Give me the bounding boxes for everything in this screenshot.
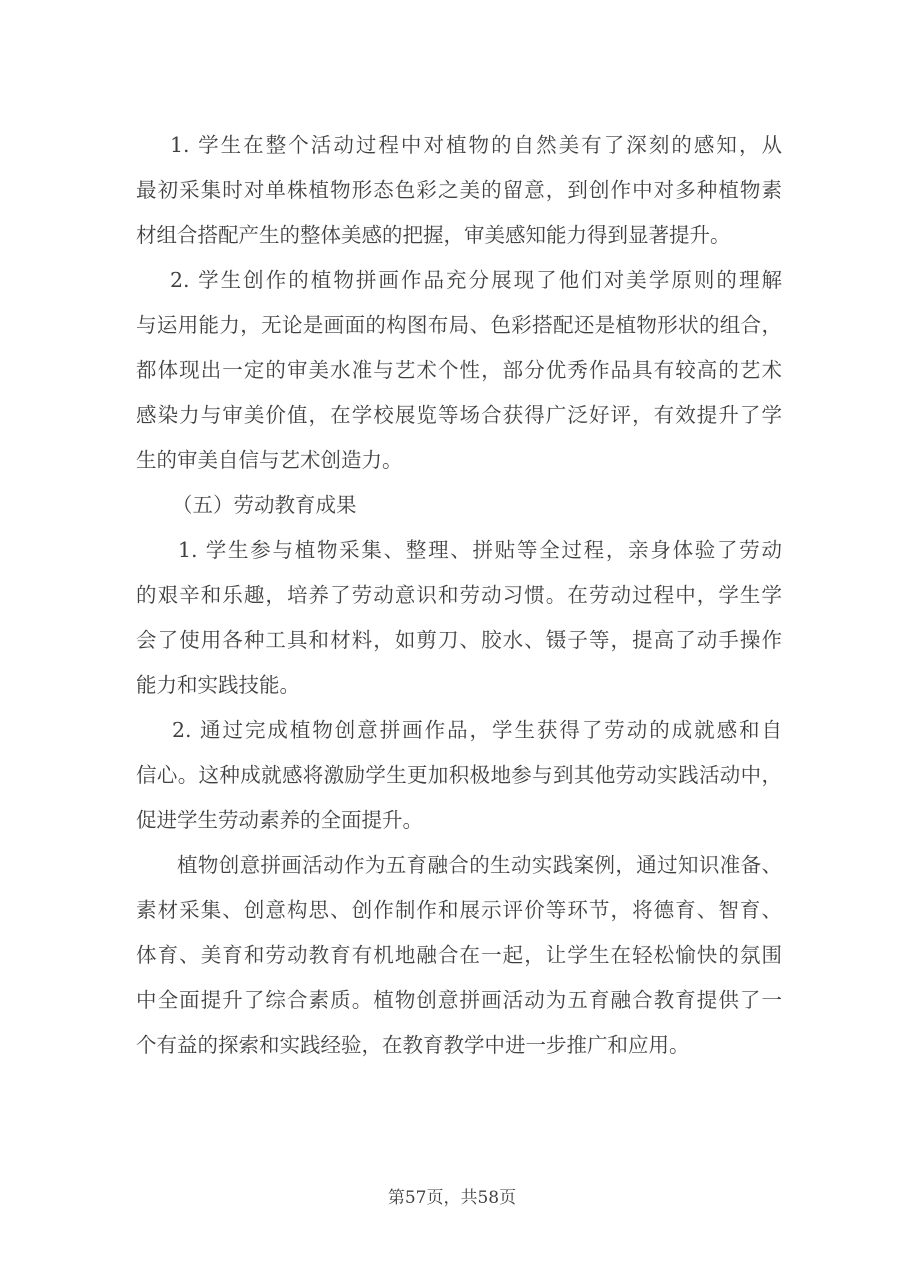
paragraph-labor-achievement [136,708,782,843]
text-line: 植物创意拼画活动作为五育融合的生动实践案例，通过知识准备、 [177,853,782,877]
text-line: 2. 通过完成植物创意拼画作品，学生获得了劳动的成就感和自 [172,718,782,742]
text-line: 中全面提升了综合素质。植物创意拼画活动为五育融合教育提供了一 [136,988,782,1012]
page-footer [0,1186,904,1210]
text-line: 1. 学生参与植物采集、整理、拼贴等全过程，亲身体验了劳动 [178,538,782,562]
text-line: 生的审美自信与艺术创造力。 [136,448,403,472]
text-line: 个有益的探索和实践经验，在教育教学中进一步推广和应用。 [136,1033,690,1057]
text-line: 最初采集时对单株植物形态色彩之美的留意，到创作中对多种植物素 [136,178,782,202]
text-line: 促进学生劳动素养的全面提升。 [136,808,423,832]
section-heading-text: （五）劳动教育成果 [172,493,357,517]
text-line: 素材采集、创意构思、创作制作和展示评价等环节，将德育、智育、 [136,898,782,922]
text-line: 1. 学生在整个活动过程中对植物的自然美有了深刻的感知，从 [170,133,782,157]
text-line: 2. 学生创作的植物拼画作品充分展现了他们对美学原则的理解 [170,268,782,292]
text-line: 信心。这种成就感将激励学生更加积极地参与到其他劳动实践活动中， [136,763,782,787]
text-line: 会了使用各种工具和材料，如剪刀、胶水、镊子等，提高了动手操作 [136,628,782,652]
text-line: 材组合搭配产生的整体美感的把握，审美感知能力得到显著提升。 [136,223,731,247]
paragraph-labor-process [136,528,782,708]
paragraph-aesthetic-creation [136,258,782,483]
text-line: 体育、美育和劳动教育有机地融合在一起，让学生在轻松愉快的氛围 [136,943,782,967]
page-number-indicator: 第57页，共58页 [387,1188,517,1208]
document-body [136,123,782,1068]
text-line: 与运用能力，无论是画面的构图布局、色彩搭配还是植物形状的组合， [136,313,782,337]
text-line: 的艰辛和乐趣，培养了劳动意识和劳动习惯。在劳动过程中，学生学 [136,583,782,607]
text-line: 感染力与审美价值，在学校展览等场合获得广泛好评，有效提升了学 [136,403,782,427]
text-line: 都体现出一定的审美水准与艺术个性，部分优秀作品具有较高的艺术 [136,358,782,382]
text-line: 能力和实践技能。 [136,673,300,697]
paragraph-aesthetic-perception [136,123,782,258]
paragraph-conclusion [136,843,782,1068]
section-heading-labor-education [136,483,782,528]
